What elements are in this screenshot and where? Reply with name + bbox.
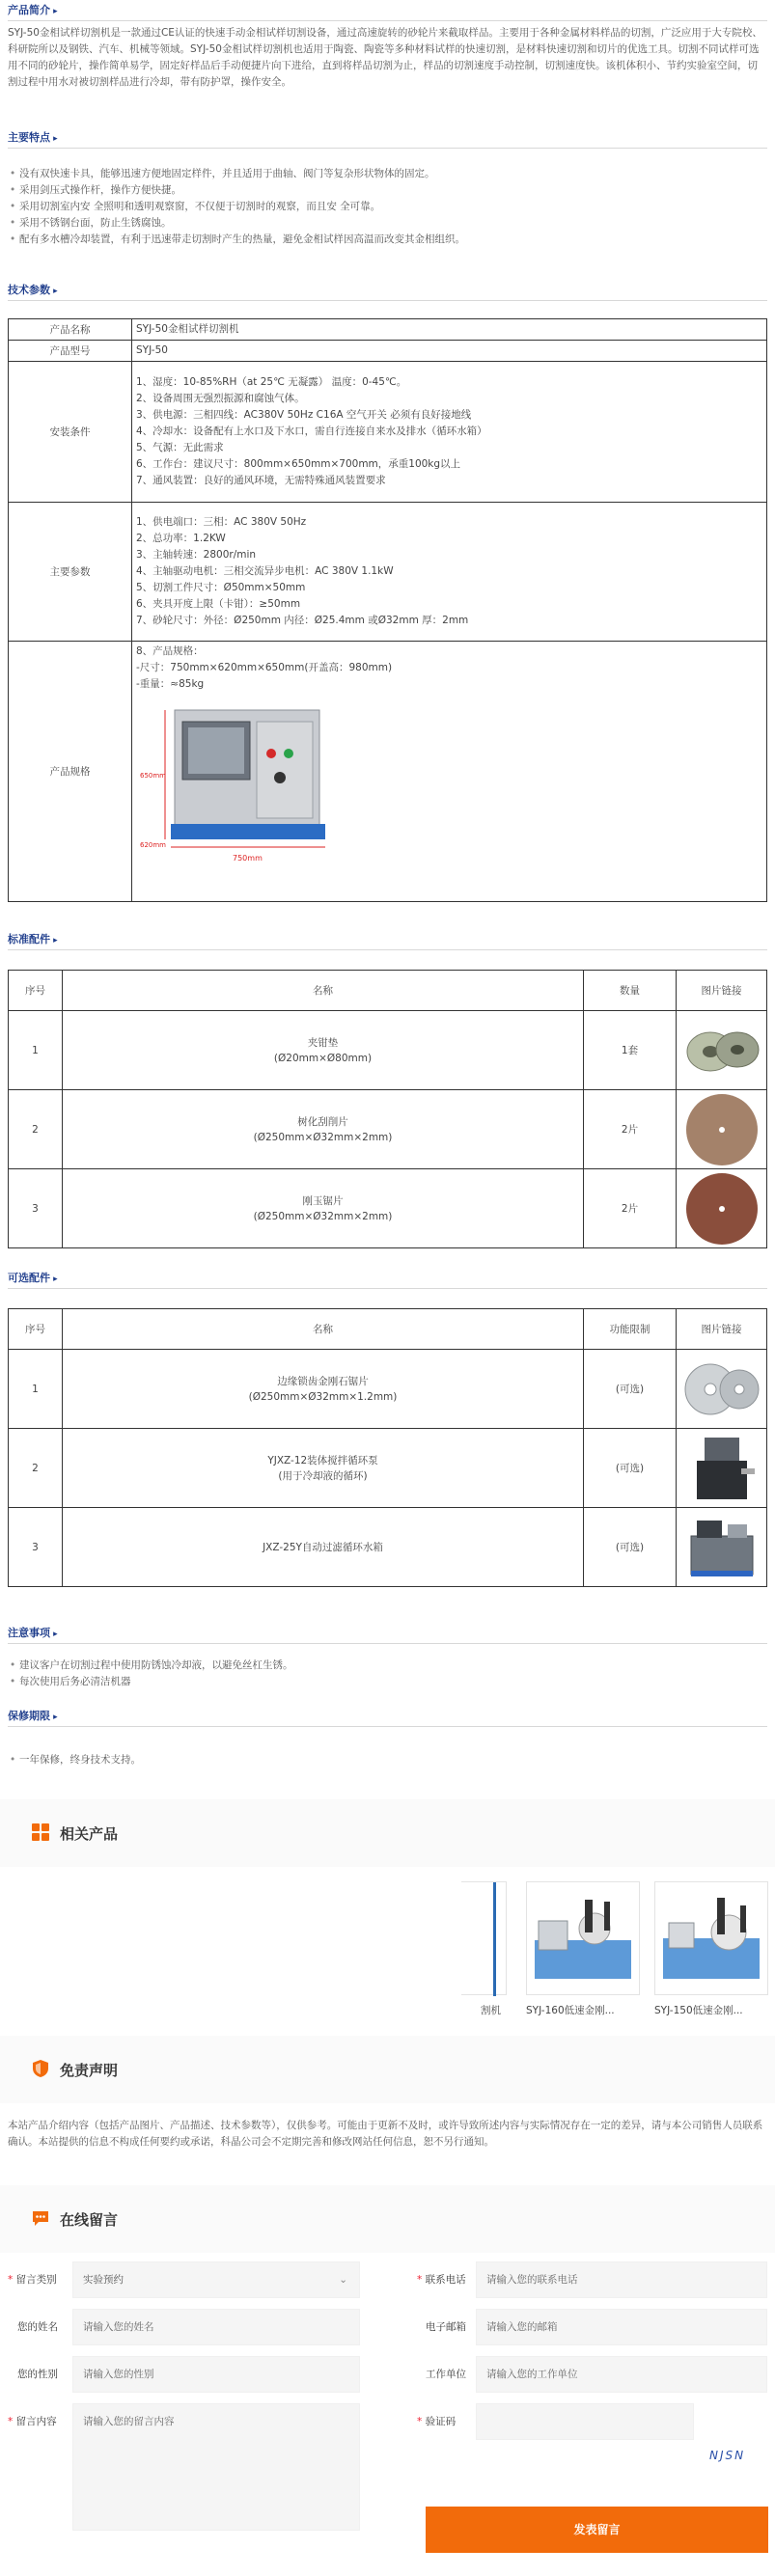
spec-value (132, 642, 767, 902)
cell-image (677, 1169, 767, 1248)
spec-value (132, 362, 767, 503)
col-header: 名称 (63, 1309, 584, 1350)
captcha-input[interactable] (476, 2403, 694, 2440)
gender-input[interactable]: 请输入您的性别 (72, 2356, 360, 2393)
cell-image (677, 1011, 767, 1090)
acc-name: 刚玉锯片 (302, 1194, 344, 1207)
spec-row (9, 503, 767, 642)
spec-line: 2、总功率：1.2KW (136, 533, 226, 544)
cell-name (63, 1090, 584, 1169)
spec-table (8, 318, 767, 902)
message-type-select[interactable] (72, 2261, 360, 2298)
machine-photo (136, 700, 353, 874)
feature-item: • 配有多水槽冷却装置，有利于迅速带走切割时产生的热量，避免金相试样因高温而改变其金相组织。 (8, 232, 767, 248)
product-caption[interactable]: SYJ-150低速金刚... (654, 2005, 743, 2016)
product-photo (527, 1882, 639, 1994)
content-label: * 留言内容 (8, 2416, 57, 2427)
email-input[interactable]: 请输入您的邮箱 (476, 2309, 767, 2345)
phone-input[interactable]: 请输入您的联系电话 (476, 2261, 767, 2298)
content-textarea[interactable]: 请输入您的留言内容 (72, 2403, 360, 2531)
section-intro-heading (8, 0, 767, 21)
spec-value: SYJ-50 (132, 341, 767, 362)
spec-line: 3、主轴转速：2800r/min (136, 549, 257, 561)
spec-key: 产品规格 (9, 642, 132, 902)
section-specs-heading (8, 280, 767, 301)
cell-image (677, 1090, 767, 1169)
section-opt-acc-heading (8, 1268, 767, 1289)
message-title: 在线留言 (60, 2211, 119, 2229)
warranty-list (8, 1752, 767, 1768)
spec-line: -重量：≈85kg (136, 678, 205, 690)
product-caption[interactable]: 割机 (481, 2005, 501, 2016)
spec-row (9, 362, 767, 503)
col-header: 名称 (63, 971, 584, 1011)
cell-name (63, 1429, 584, 1508)
select-value: 实验预约 (83, 2274, 124, 2286)
spec-value (132, 503, 767, 642)
spec-line: 4、冷却水：设备配有上水口及下水口，需自行连接自来水及排水（循环水箱） (136, 425, 487, 437)
acc-name: 夹钳垫 (307, 1036, 339, 1049)
disclaimer-title: 免责声明 (60, 2062, 119, 2079)
cell-qty: (可选) (584, 1508, 677, 1587)
spec-key: 安装条件 (9, 362, 132, 503)
cell-no: 3 (9, 1508, 63, 1587)
spec-value: SYJ-50金相试样切割机 (132, 319, 767, 341)
acc-spec: (Ø20mm×Ø80mm) (273, 1052, 373, 1064)
section-title: 技术参数 ▸ (8, 282, 58, 297)
product-photo (655, 1882, 767, 1994)
cell-no: 1 (9, 1011, 63, 1090)
cell-name (63, 1169, 584, 1248)
spec-line: 6、工作台：建议尺寸：800mm×650mm×700mm，承重100kg以上 (136, 458, 461, 470)
feature-item: • 采用不锈钢台面，防止生锈腐蚀。 (8, 215, 767, 232)
related-product-card[interactable] (654, 1881, 768, 2017)
spec-line: 6、夹具开度上限（卡钳）：≥50mm (136, 598, 301, 610)
warranty-item: • 一年保修，终身技术支持。 (8, 1752, 767, 1768)
notes-list (8, 1658, 767, 1690)
product-thumbnail[interactable] (654, 1881, 768, 1995)
table-row (9, 1011, 767, 1090)
cutting-disc-photo (683, 1092, 761, 1167)
std-accessory-table (8, 970, 767, 1248)
section-std-acc-heading (8, 929, 767, 950)
label-text: 留言内容 (15, 2416, 57, 2427)
section-title: 产品简介 ▸ (8, 2, 58, 17)
cell-image (677, 1429, 767, 1508)
section-features-heading (8, 127, 767, 149)
cell-qty: 2片 (584, 1090, 677, 1169)
name-label: 您的姓名 (17, 2321, 58, 2333)
cell-name (63, 1508, 584, 1587)
col-header: 序号 (9, 1309, 63, 1350)
note-item: • 每次使用后务必清洁机器 (8, 1674, 767, 1690)
pump-photo (683, 1434, 761, 1503)
feature-item: • 采用剑压式操作杆，操作方便快捷。 (8, 182, 767, 199)
message-header (0, 2185, 775, 2253)
feature-item: • 没有双快速卡具，能够迅速方便地固定样件，并且适用于曲轴、阀门等复杂形状物体的固定。 (8, 166, 767, 182)
spec-line: 7、通风装置：良好的通风环境，无需特殊通风装置要求 (136, 475, 386, 486)
gender-label: 您的性别 (17, 2369, 58, 2380)
section-notes-heading (8, 1623, 767, 1644)
spec-line: 8、产品规格： (136, 645, 204, 657)
acc-spec: (Ø250mm×Ø32mm×2mm) (253, 1210, 393, 1222)
name-input[interactable]: 请输入您的姓名 (72, 2309, 360, 2345)
diamond-blade-photo (683, 1360, 761, 1418)
spec-row (9, 642, 767, 902)
related-product-card[interactable] (461, 1881, 507, 2017)
spec-line: 1、湿度：10-85%RH（at 25℃ 无凝露） 温度：0-45℃。 (136, 376, 407, 388)
table-row (9, 1350, 767, 1429)
product-thumbnail[interactable] (461, 1881, 507, 1995)
col-header: 数量 (584, 971, 677, 1011)
cutting-disc-photo (683, 1171, 761, 1247)
grid-icon (31, 1822, 50, 1842)
note-item: • 建议客户在切割过程中使用防锈蚀冷却液，以避免丝杠生锈。 (8, 1658, 767, 1674)
features-list (8, 166, 767, 248)
acc-spec: (Ø250mm×Ø32mm×1.2mm) (248, 1390, 398, 1403)
section-warranty-heading (8, 1706, 767, 1727)
opt-accessory-table (8, 1308, 767, 1587)
spec-row (9, 319, 767, 341)
chat-bubble-icon (31, 2208, 50, 2228)
label-text: 联系电话 (425, 2274, 466, 2286)
spec-key: 主要参数 (9, 503, 132, 642)
spec-line: 5、切割工件尺寸：Ø50mm×50mm (136, 582, 306, 593)
captcha-label: * 验证码 (417, 2416, 457, 2427)
captcha-image[interactable]: NJSN (709, 2449, 746, 2462)
label-text: 留言类别 (15, 2274, 57, 2286)
table-header-row (9, 1309, 767, 1350)
water-tank-photo (681, 1513, 762, 1582)
spec-key: 产品名称 (9, 319, 132, 341)
col-header: 图片链接 (677, 1309, 767, 1350)
col-header: 序号 (9, 971, 63, 1011)
spec-line: 5、气源：无此需求 (136, 442, 224, 453)
submit-message-button[interactable]: 发表留言 (426, 2507, 768, 2553)
acc-spec: (Ø250mm×Ø32mm×2mm) (253, 1131, 393, 1143)
acc-name: 树化刮削片 (297, 1115, 348, 1128)
spec-row (9, 341, 767, 362)
phone-label: * 联系电话 (417, 2274, 466, 2286)
table-row (9, 1508, 767, 1587)
acc-name: 边缘锁齿金刚石锯片 (277, 1375, 369, 1387)
shield-icon (31, 2059, 50, 2078)
acc-name: YJXZ-12装体搅拌循环泵 (267, 1454, 378, 1466)
organization-label: 工作单位 (426, 2369, 466, 2380)
accessory-photo (683, 1027, 761, 1075)
feature-item: • 采用切割室内安 全照明和透明观察窗，不仅便于切割时的观察，而且安 全可靠。 (8, 199, 767, 215)
dim-width-label: 750mm (233, 854, 263, 863)
disclaimer-text: 本站产品介绍内容（包括产品图片、产品描述、技术参数等），仅供参考。可能由于更新不及时，或许导致所述内容与实际情况存在一定的差异，请与本公司销售人员联系确认。本站提供的信息不构成任何要约或承诺，科晶公司会不定期完善和修改网站任何信息，恕不另行通知。 (8, 2120, 763, 2148)
product-caption[interactable]: SYJ-160低速金刚... (526, 2005, 615, 2016)
cell-no: 1 (9, 1350, 63, 1429)
email-label: 电子邮箱 (426, 2321, 466, 2333)
cell-image (677, 1508, 767, 1587)
cell-name (63, 1011, 584, 1090)
cell-name (63, 1350, 584, 1429)
spec-line: 3、供电源：三相四线：AC380V 50Hz C16A 空气开关 必须有良好接地线 (136, 409, 472, 421)
cell-image (677, 1350, 767, 1429)
section-title: 主要特点 ▸ (8, 129, 58, 145)
label-text: 验证码 (425, 2416, 457, 2427)
dim-height-label: 650mm (140, 772, 166, 780)
cell-qty: (可选) (584, 1429, 677, 1508)
table-row (9, 1429, 767, 1508)
cell-no: 2 (9, 1090, 63, 1169)
col-header: 图片链接 (677, 971, 767, 1011)
disclaimer-header (0, 2036, 775, 2103)
section-title: 标准配件 ▸ (8, 931, 58, 946)
dim-depth-label: 620mm (140, 841, 166, 849)
product-thumbnail[interactable] (526, 1881, 640, 1995)
cell-no: 2 (9, 1429, 63, 1508)
intro-text: SYJ-50金相试样切割机是一款通过CE认证的快速手动金相试样切割设备，通过高速旋转的砂轮片来截取样品。主要用于各种金属材料样品的切割，广泛应用于大专院校、科研院所以及钢铁、汽车、机械等领域。SYJ-50金相试样切割机也适用于陶瓷、陶瓷等多种材料试样的快速切割，是材料快速切割和切片的优选工具。切割不同试样可选用不同的砂轮片，操作简单易学，固定好样品后手动便捷片向下进给，直到将样品切割为止，样品的切割速度手动控制，切割速度快。该机体积小、节约实验室空间，切割过程中用水对被切割样品进行冷却，带有防护罩，操作安全。 (8, 27, 762, 88)
acc-name: JXZ-25Y自动过滤循环水箱 (263, 1541, 383, 1553)
table-row (9, 1169, 767, 1248)
spec-line: 1、供电端口：三相：AC 380V 50Hz (136, 516, 307, 528)
section-title: 保修期限 ▸ (8, 1708, 58, 1723)
chevron-down-icon: ⌄ (339, 2274, 347, 2286)
cell-no: 3 (9, 1169, 63, 1248)
spec-line: 4、主轴驱动电机：三相交流异步电机：AC 380V 1.1kW (136, 565, 394, 577)
related-product-card[interactable] (526, 1881, 640, 2017)
cell-qty: 1套 (584, 1011, 677, 1090)
cell-qty: 2片 (584, 1169, 677, 1248)
spec-key: 产品型号 (9, 341, 132, 362)
spec-line: 2、设备周围无强烈振源和腐蚀气体。 (136, 393, 305, 404)
related-products-header (0, 1799, 775, 1867)
related-products-title: 相关产品 (60, 1825, 119, 1843)
table-row (9, 1090, 767, 1169)
cell-qty: (可选) (584, 1350, 677, 1429)
section-title: 注意事项 ▸ (8, 1625, 58, 1640)
spec-line: -尺寸：750mm×620mm×650mm(开盖高：980mm) (136, 662, 393, 673)
spec-line: 7、砂轮尺寸：外径：Ø250mm 内径：Ø25.4mm 或Ø32mm 厚：2mm (136, 615, 469, 626)
acc-spec: (用于冷却液的循环) (278, 1469, 368, 1482)
table-header-row (9, 971, 767, 1011)
section-title: 可选配件 ▸ (8, 1270, 58, 1285)
col-header: 功能限制 (584, 1309, 677, 1350)
message-type-label: * 留言类别 (8, 2274, 57, 2286)
organization-input[interactable]: 请输入您的工作单位 (476, 2356, 767, 2393)
